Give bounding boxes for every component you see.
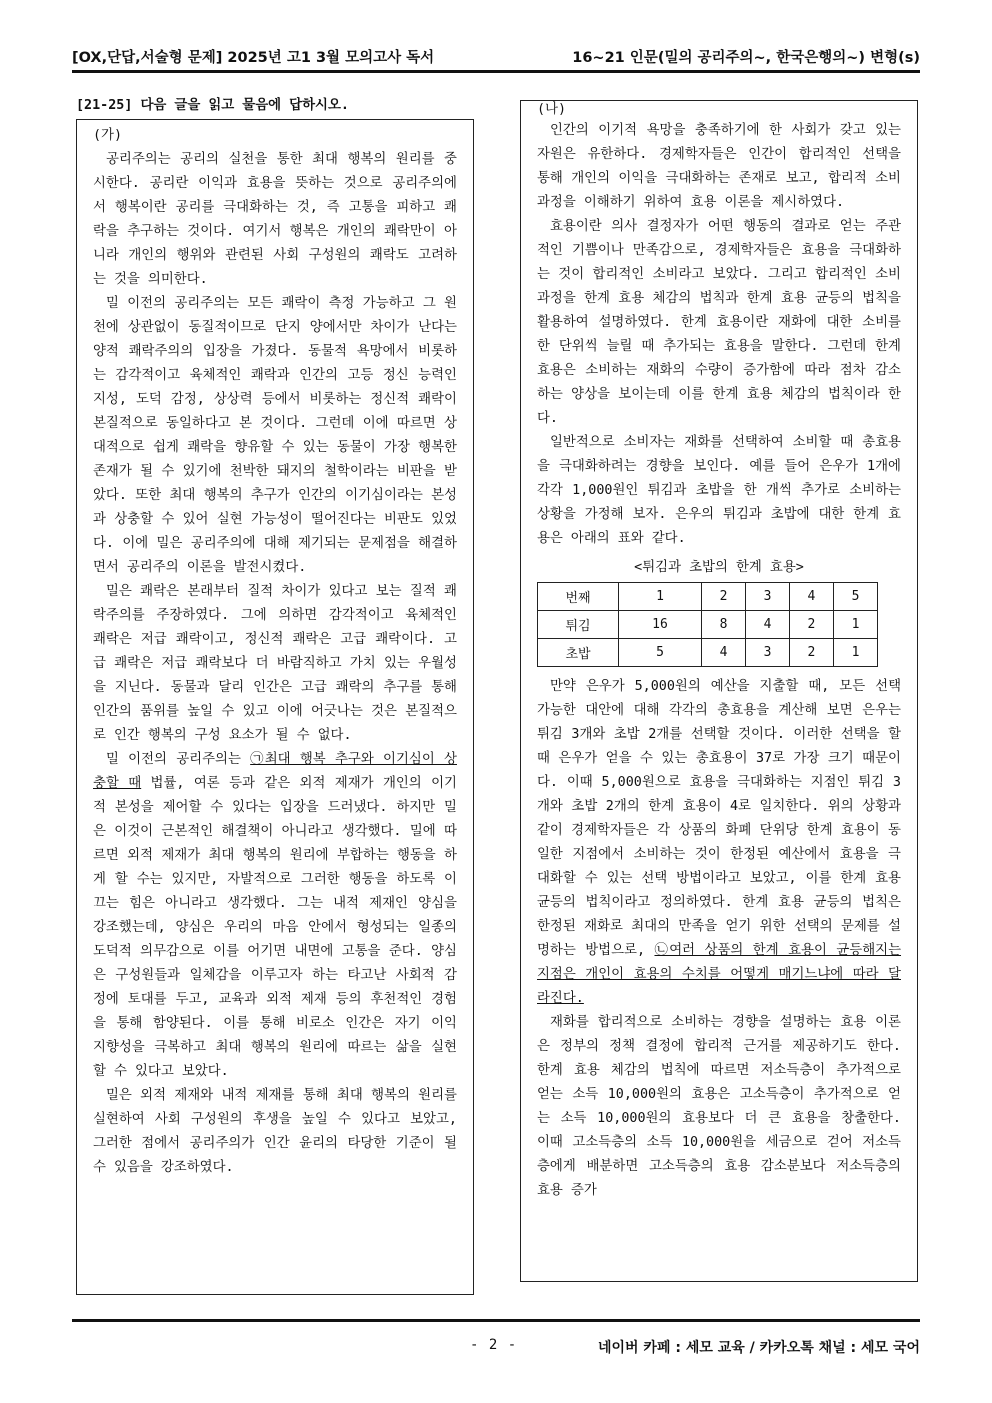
passage-a-paragraph-1: 공리주의는 공리의 실천을 통한 최대 행복의 원리를 중시한다. 공리란 이익과 효용을 뜻하는 것으로 공리주의에서 행복이란 공리를 극대화하는 것, 즉 고통을 피하고 쾌락을 추구하는 것이다. 여기서 행복은 개인의 쾌락만이 아니라 개인의 행위와 관련된 사회 구성원의 쾌락도 고려하는 것을 의미한다. <box>93 152 457 287</box>
question-heading: [21-25] 다음 글을 읽고 물음에 답하시오. <box>76 98 349 113</box>
header-divider <box>72 70 920 73</box>
page-number: - 2 - <box>470 1337 518 1353</box>
table-cell: 2 <box>789 639 833 667</box>
table-cell: 4 <box>745 611 789 639</box>
passage-b-paragraph-3: 일반적으로 소비자는 재화를 선택하여 소비할 때 총효용을 극대화하려는 경향을 보인다. 예를 들어 은우가 1개에 각각 1,000원인 튀김과 초밥을 한 개씩 추가로 소비하는 상황을 가정해 보자. 은우의 튀김과 초밥에 대한 한계 효용은 아래의 표와 같다. <box>537 435 901 546</box>
table-caption: <튀김과 초밥의 한계 효용> <box>634 560 804 575</box>
table-row-label: 튀김 <box>538 611 619 639</box>
passage-a-label: (가) <box>93 128 123 143</box>
table-cell: 1 <box>833 611 877 639</box>
passage-b-p4-lead: 만약 은우가 5,000원의 예산을 지출할 때, 모든 선택 가능한 대안에 대해 각각의 총효용을 계산해 보면 은우는 튀김 3개와 초밥 2개를 선택할 것이다. 이러한 선택을 할 때 은우가 얻을 수 있는 총효용이 37로 가장 크기 때문이다. 이때 5,000원으로 효용을 극대화하는 지점인 튀김 3개와 초밥 2개의 한계 효용이 4로 일치한다. 위의 상황과 같이 경제학자들은 각 상품의 화폐 단위당 한계 효용이 동일한 지점에서 소비하는 것이 한정된 예산에서 효용을 극대화할 수 있는 선택 방법이라고 보았고, 이를 한계 효용 균등의 법칙이라고 정의하였다. 한계 효용 균등의 법칙은 한정된 재화로 최대의 만족을 얻기 위한 선택의 문제를 설명하는 방법으로, <box>537 679 901 958</box>
header-title: [OX,단답,서술형 문제] 2025년 고1 3월 모의고사 독서 <box>72 50 435 66</box>
passage-b-paragraph-4 <box>537 675 901 1011</box>
passage-a-paragraph-5: 밀은 외적 제재와 내적 제재를 통해 최대 행복의 원리를 실현하여 사회 구성원의 후생을 높일 수 있다고 보았고, 그러한 점에서 공리주의가 인간 윤리의 타당한 기준이 될 수 있음을 강조하였다. <box>93 1088 457 1175</box>
passage-a-p4-lead: 밀 이전의 공리주의는 <box>106 752 251 767</box>
marginal-utility-table <box>537 582 878 667</box>
passage-b-box <box>520 100 918 1282</box>
passage-a-paragraph-2: 밀 이전의 공리주의는 모든 쾌락이 측정 가능하고 그 원천에 상관없이 동질적이므로 단지 양에서만 차이가 난다는 양적 쾌락주의의 입장을 가졌다. 동물적 욕망에서 비롯하는 감각적이고 육체적인 쾌락과 인간의 고등 정신 능력인 지성, 도덕 감정, 상상력 등에서 비롯하는 정신적 쾌락이 본질적으로 동일하다고 본 것이다. 그런데 이에 따르면 상대적으로 쉽게 쾌락을 향유할 수 있는 동물이 가장 행복한 존재가 될 수 있기에 천박한 돼지의 철학이라는 비판을 받았다. 또한 최대 행복의 추구가 인간의 이기심이라는 본성과 상충할 수 있어 실현 가능성이 떨어진다는 비판도 있었다. 이에 밀은 공리주의에 대해 제기되는 문제점을 해결하면서 공리주의 이론을 발전시켰다. <box>93 296 457 575</box>
underlined-phrase-nieun: ㉡여러 상품의 한계 효용이 균등해지는 지점은 개인이 효용의 수치를 어떻게 매기느냐에 따라 달라진다. <box>537 943 902 1006</box>
table-header-cell: 번째 <box>538 583 619 611</box>
table-cell: 3 <box>745 639 789 667</box>
table-cell: 16 <box>619 611 702 639</box>
table-col-header: 5 <box>833 583 877 611</box>
table-header-row <box>538 583 878 611</box>
table-cell: 4 <box>702 639 746 667</box>
table-row-label: 초밥 <box>538 639 619 667</box>
underlined-phrase-giyeok: ㉠최대 행복 추구와 이기심이 상충할 때 <box>93 752 457 791</box>
table-cell: 5 <box>619 639 702 667</box>
passage-b-label: (나) <box>537 102 567 117</box>
footer-credit: 네이버 카페 : 세모 교육 / 카카오톡 채널 : 세모 국어 <box>597 1340 920 1356</box>
passage-b-paragraph-2: 효용이란 의사 결정자가 어떤 행동의 결과로 얻는 주관적인 기쁨이나 만족감으로, 경제학자들은 효용을 극대화하는 것이 합리적인 소비라고 보았다. 그리고 합리적인 소비 과정을 한계 효용 체감의 법칙과 한계 효용 균등의 법칙을 활용하여 설명하였다. 한계 효용이란 재화에 대한 소비를 한 단위씩 늘릴 때 추가되는 효용을 말한다. 그런데 한계 효용은 소비하는 재화의 수량이 증가함에 따라 점차 감소하는 양상을 보이는데 이를 한계 효용 체감의 법칙이라 한다. <box>537 219 901 426</box>
footer-divider <box>72 1319 920 1322</box>
passage-a-box <box>76 119 474 1295</box>
table-col-header: 4 <box>789 583 833 611</box>
table-row <box>538 639 878 667</box>
passage-a-paragraph-4 <box>93 748 457 1084</box>
table-cell: 1 <box>833 639 877 667</box>
passage-b-paragraph-5: 재화를 합리적으로 소비하는 경향을 설명하는 효용 이론은 정부의 정책 결정에 합리적 근거를 제공하기도 한다. 한계 효용 체감의 법칙에 따르면 저소득층이 추가적으로 얻는 소득 10,000원의 효용은 고소득층이 추가적으로 얻는 소득 10,000원의 효용보다 더 큰 효용을 창출한다. 이때 고소득층의 소득 10,000원을 세금으로 걷어 저소득층에게 배분하면 고소득층의 효용 감소분보다 저소득층의 효용 증가 <box>537 1015 901 1198</box>
table-row <box>538 611 878 639</box>
passage-b-paragraph-1: 인간의 이기적 욕망을 충족하기에 한 사회가 갖고 있는 자원은 유한하다. 경제학자들은 인간이 합리적인 선택을 통해 개인의 이익을 극대화하는 존재로 보고, 합리적 소비 과정을 이해하기 위하여 효용 이론을 제시하였다. <box>537 123 901 210</box>
table-col-header: 2 <box>702 583 746 611</box>
table-col-header: 3 <box>745 583 789 611</box>
table-cell: 8 <box>702 611 746 639</box>
table-cell: 2 <box>789 611 833 639</box>
passage-a-p4-rest: 법률, 여론 등과 같은 외적 제재가 개인의 이기적 본성을 제어할 수 있다는 입장을 드러냈다. 하지만 밀은 이것이 근본적인 해결책이 아니라고 생각했다. 밀에 따르면 외적 제재가 최대 행복의 원리에 부합하는 행동을 하게 할 수는 있지만, 자발적으로 그러한 행동을 하도록 이끄는 힘은 아니라고 생각했다. 그는 내적 제재인 양심을 강조했는데, 양심은 우리의 마음 안에서 형성되는 일종의 도덕적 의무감으로 이를 어기면 내면에 고통을 준다. 양심은 구성원들과 일체감을 이루고자 하는 타고난 사회적 감정에 토대를 두고, 교육과 외적 제재 등의 후천적인 경험을 통해 함양된다. 이를 통해 비로소 인간은 자기 이익 지향성을 극복하고 최대 행복의 원리에 따르는 삶을 실현할 수 있다고 보았다. <box>93 776 457 1079</box>
passage-a-paragraph-3: 밀은 쾌락은 본래부터 질적 차이가 있다고 보는 질적 쾌락주의를 주장하였다. 그에 의하면 감각적이고 육체적인 쾌락은 저급 쾌락이고, 정신적 쾌락은 고급 쾌락이다. 고급 쾌락은 저급 쾌락보다 더 바람직하고 가치 있는 우월성을 지닌다. 동물과 달리 인간은 고급 쾌락의 추구를 통해 인간의 품위를 높일 수 있고 이에 어긋나는 것은 본질적으로 인간 행복의 구성 요소가 될 수 없다. <box>93 584 457 743</box>
header-subtitle: 16~21 인문(밀의 공리주의~, 한국은행의~) 변형(s) <box>572 50 920 66</box>
table-col-header: 1 <box>619 583 702 611</box>
